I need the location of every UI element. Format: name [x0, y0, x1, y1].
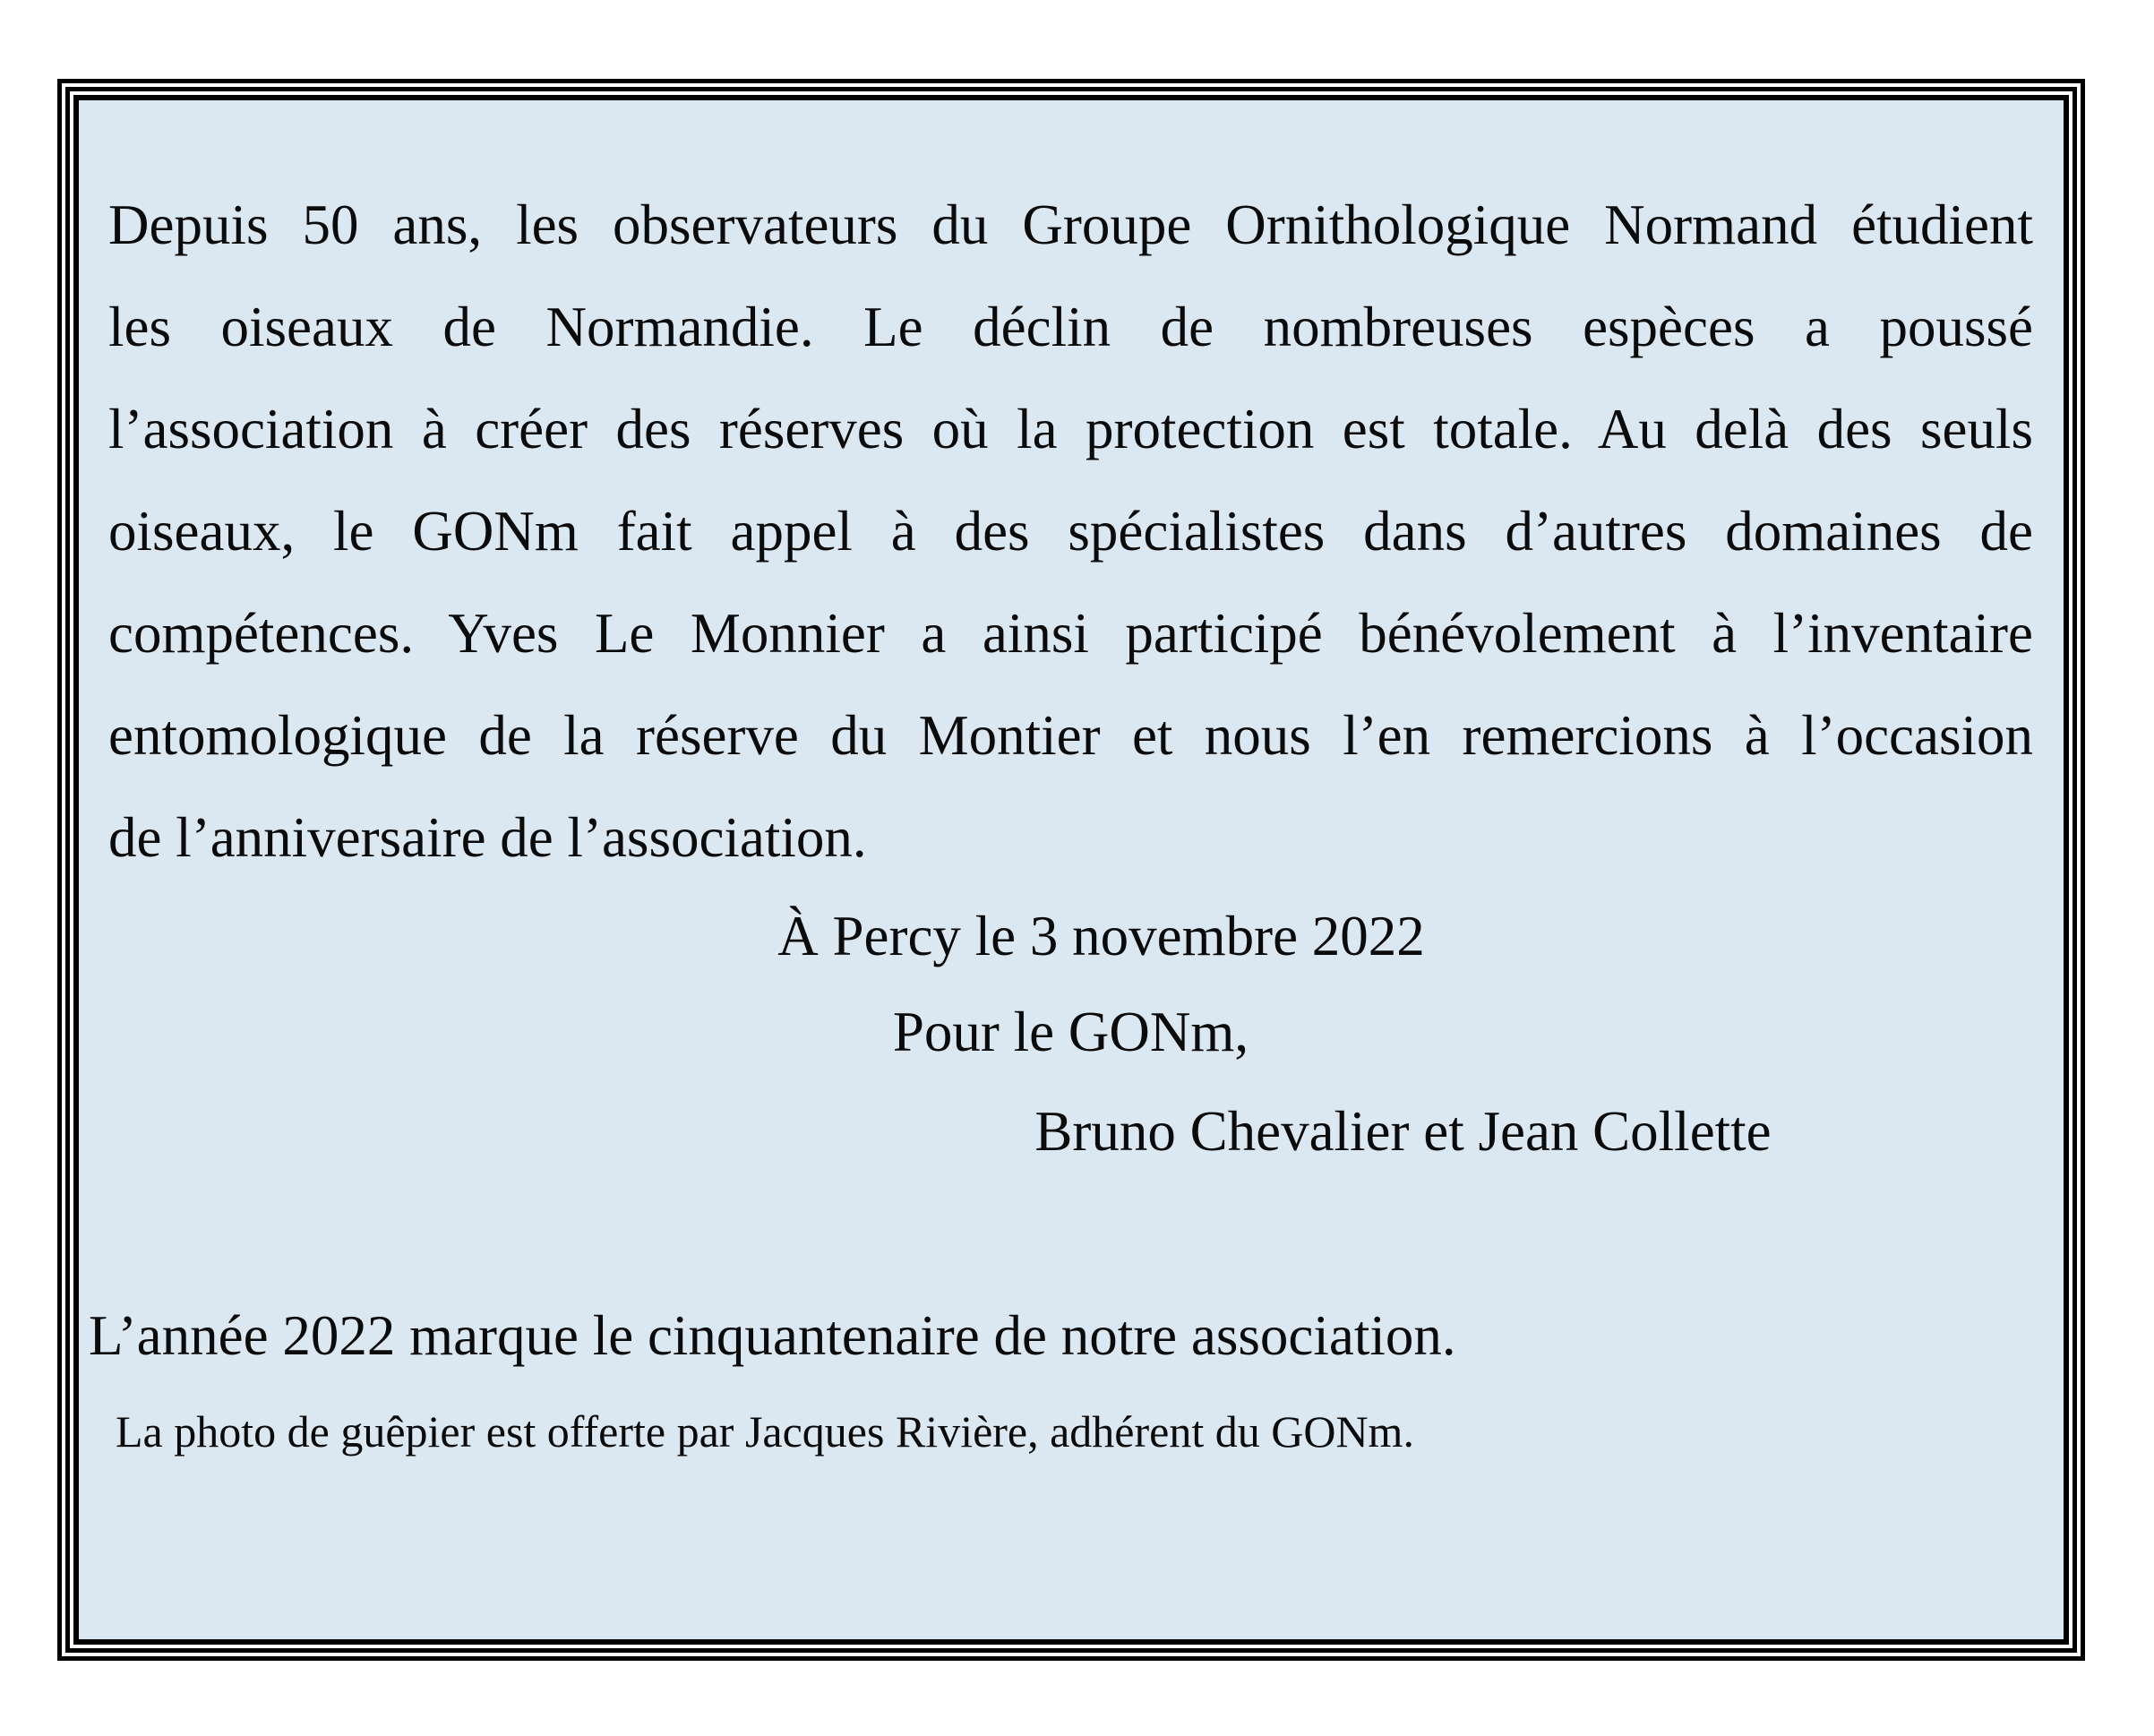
- paragraph-line-3: l’association à créer des réserves où la protection est totale. Au delà des seuls: [108, 398, 2033, 460]
- letter-frame-middle-line: [65, 87, 2077, 1653]
- paragraph-line-5: compétences. Yves Le Monnier a ainsi participé bénévolement à l’inventaire: [108, 602, 2033, 665]
- anniversary-note: L’année 2022 marque le cinquantenaire de notre association.: [89, 1304, 1456, 1367]
- letter-content: [79, 100, 2064, 1639]
- paragraph-line-1: Depuis 50 ans, les observateurs du Groupe Ornithologique Normand étudient: [108, 193, 2033, 256]
- signoff-line: Pour le GONm,: [892, 1001, 1249, 1063]
- paragraph-line-6: entomologique de la réserve du Montier et nous l’en remercions à l’occasion: [108, 704, 2033, 767]
- paragraph-line-7: de l’anniversaire de l’association.: [108, 806, 867, 869]
- dateline: À Percy le 3 novembre 2022: [777, 905, 1425, 967]
- signatories-line: Bruno Chevalier et Jean Collette: [1034, 1100, 1772, 1163]
- paragraph-line-4: oiseaux, le GONm fait appel à des spécialistes dans d’autres domaines de: [108, 500, 2033, 563]
- intro-paragraph: [108, 174, 2033, 889]
- photo-credit-note: La photo de guêpier est offerte par Jacques Rivière, adhérent du GONm.: [116, 1406, 1414, 1457]
- letter-panel: [73, 95, 2069, 1645]
- paragraph-line-2: les oiseaux de Normandie. Le déclin de nombreuses espèces a poussé: [108, 296, 2033, 358]
- letter-frame: [57, 79, 2085, 1661]
